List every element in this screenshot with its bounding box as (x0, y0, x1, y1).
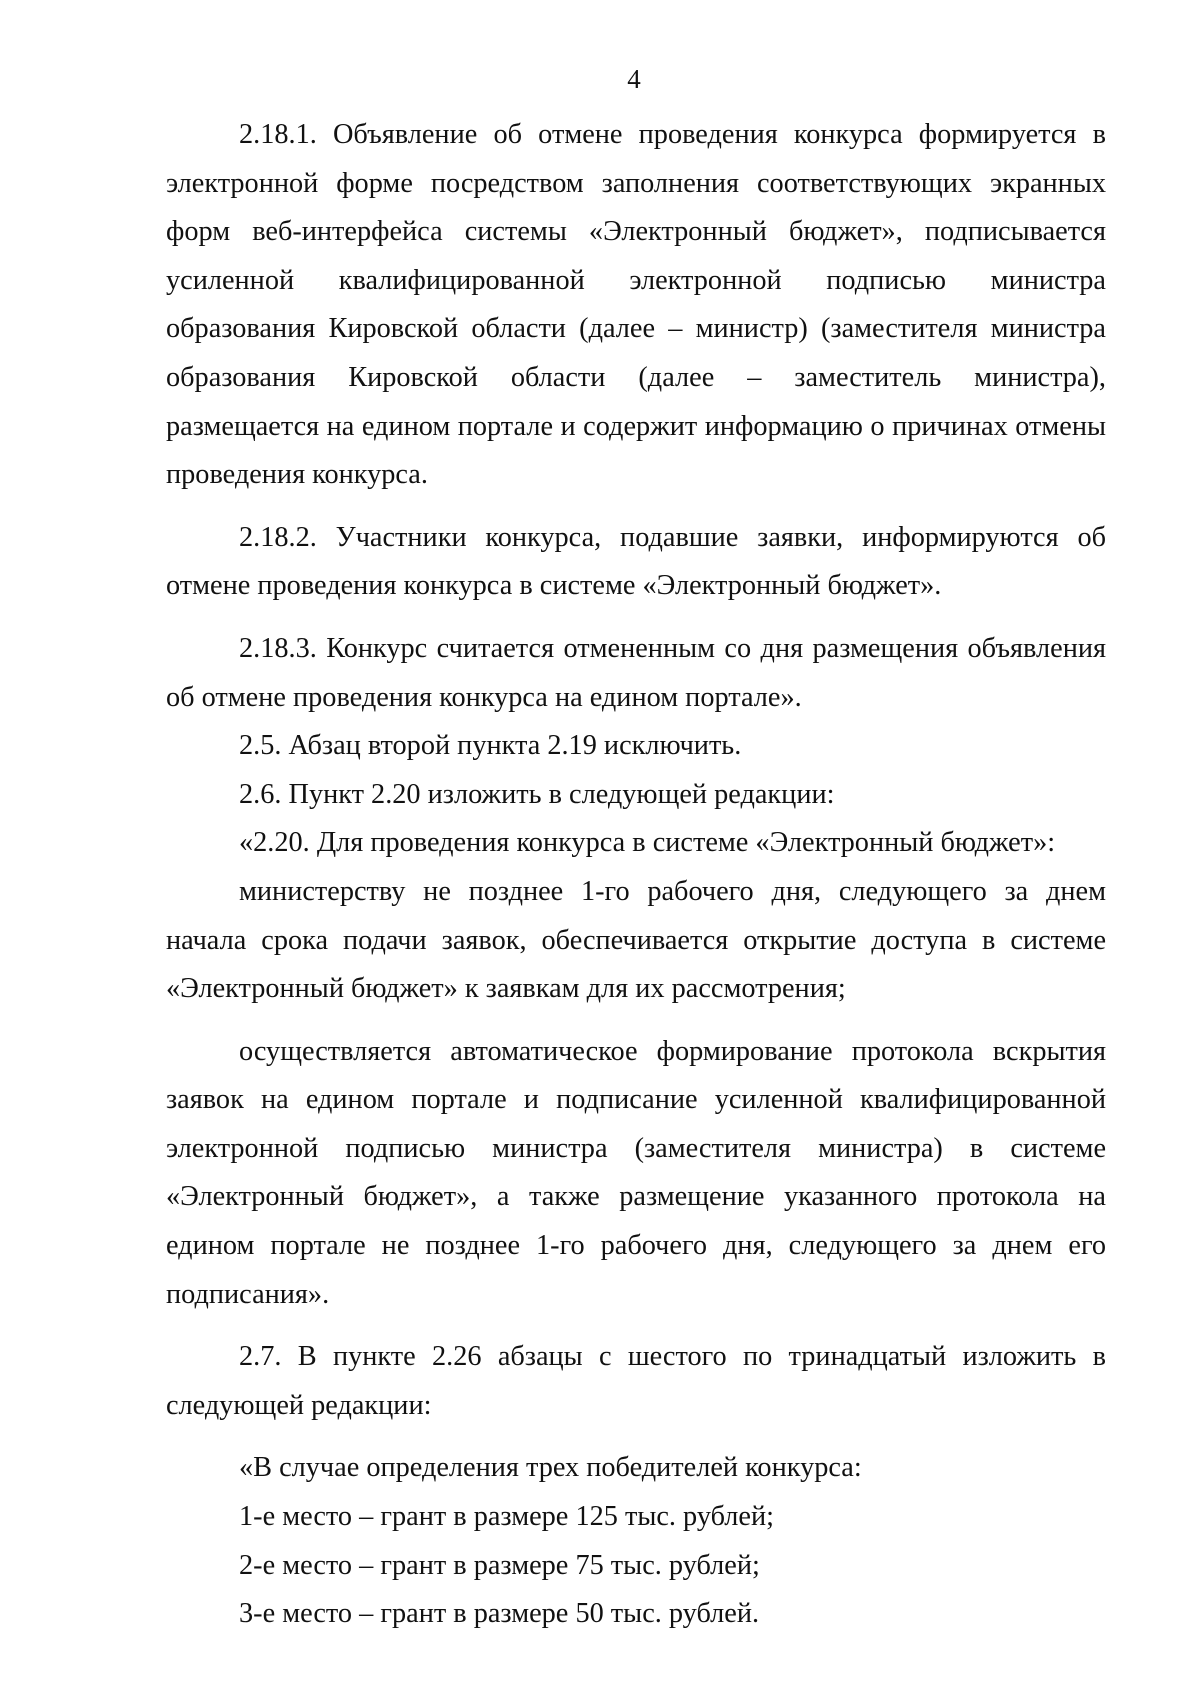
list-item-third-place: 3-е место – грант в размере 50 тыс. рублей. (239, 1598, 760, 1630)
paragraph-2-18-1: 2.18.1. Объявление об отмене проведения конкурса формируется в электронной форме посредством заполнения соответствующих экранных форм веб-интерфейса системы «Электронный бюджет», подписывается усиленной квалифицированной электронной подписью министра образования Кировской области (далее – министр) (заместителя министра образования Кировской области (далее – заместитель министра), размещается на едином портале и содержит информацию о причинах отмены проведения конкурса. (166, 119, 1106, 491)
paragraph-2-6: 2.6. Пункт 2.20 изложить в следующей редакции: (239, 778, 835, 810)
paragraph-2-18-2: 2.18.2. Участники конкурса, подавшие заявки, информируются об отмене проведения конкурса в системе «Электронный бюджет». (166, 521, 1106, 602)
page-number: 4 (627, 64, 641, 94)
paragraph-three-winners: «В случае определения трех победителей конкурса: (239, 1452, 862, 1484)
document-body (166, 111, 1106, 1639)
list-item-first-place: 1-е место – грант в размере 125 тыс. рублей; (239, 1501, 774, 1533)
paragraph-2-18-3: 2.18.3. Конкурс считается отмененным со дня размещения объявления об отмене проведения конкурса на едином портале». (166, 632, 1106, 713)
paragraph-ministry-access: министерству не позднее 1-го рабочего дня, следующего за днем начала срока подачи заявок, обеспечивается открытие доступа в системе «Электронный бюджет» к заявкам для их рассмотрения; (166, 875, 1106, 1005)
paragraph-2-5: 2.5. Абзац второй пункта 2.19 исключить. (239, 730, 742, 762)
paragraph-protocol: осуществляется автоматическое формирование протокола вскрытия заявок на едином портале и подписание усиленной квалифицированной электронной подписью министра (заместителя министра) в системе «Электронный бюджет», а также размещение указанного протокола на едином портале не позднее 1-го рабочего дня, следующего за днем его подписания». (166, 1035, 1106, 1310)
paragraph-2-20-heading: «2.20. Для проведения конкурса в системе «Электронный бюджет»: (239, 827, 1056, 859)
paragraph-2-7: 2.7. В пункте 2.26 абзацы с шестого по тринадцатый изложить в следующей редакции: (166, 1341, 1106, 1421)
list-item-second-place: 2-е место – грант в размере 75 тыс. рублей; (239, 1549, 760, 1581)
